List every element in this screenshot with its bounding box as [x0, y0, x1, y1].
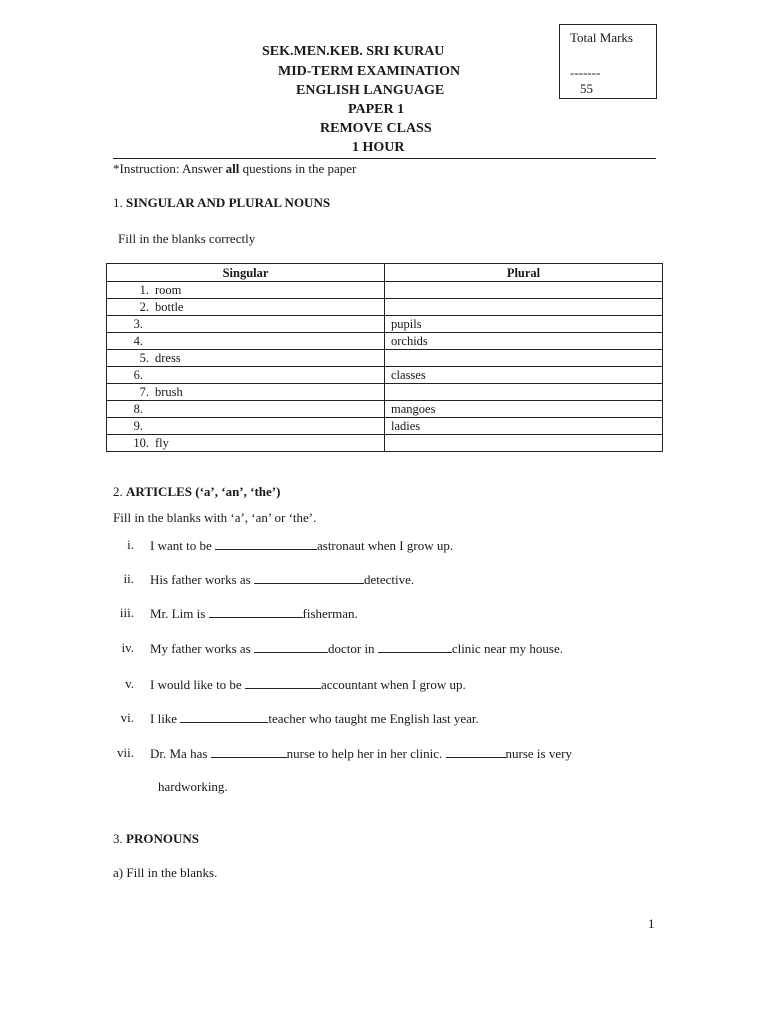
question-text: I like [150, 711, 181, 726]
singular-word: dress [155, 351, 181, 365]
row-number: 8. [133, 402, 143, 416]
question-text: Mr. Lim is [150, 606, 209, 621]
question-text: I would like to be [150, 677, 245, 692]
plural-cell[interactable] [385, 435, 663, 452]
row-number: 6. [133, 368, 143, 382]
row-number: 9. [133, 419, 143, 433]
singular-cell[interactable] [107, 316, 385, 333]
question-i [104, 537, 664, 555]
answer-blank[interactable] [209, 605, 303, 618]
section-1-title: SINGULAR AND PLURAL NOUNS [126, 195, 331, 210]
singular-word: bottle [155, 300, 184, 314]
table-row [107, 316, 663, 333]
paper-title: PAPER 1 [348, 102, 405, 117]
question-text: clinic near my house. [451, 641, 563, 656]
answer-blank[interactable] [245, 676, 321, 689]
duration-title: 1 HOUR [352, 140, 405, 155]
question-text: I want to be [150, 538, 215, 553]
plural-cell[interactable] [385, 299, 663, 316]
singular-cell[interactable] [107, 435, 385, 452]
table-row [107, 282, 663, 299]
question-numeral: ii. [123, 571, 134, 586]
singular-cell[interactable] [107, 401, 385, 418]
section-3-sub-a: a) Fill in the blanks. [113, 865, 218, 880]
row-number: 7. [139, 385, 149, 399]
plural-cell[interactable] [385, 282, 663, 299]
question-text: accountant when I grow up. [320, 677, 466, 692]
plural-cell[interactable]: orchids [385, 333, 663, 350]
question-iv [104, 640, 664, 658]
section-3-title: PRONOUNS [126, 831, 199, 846]
row-number: 4. [133, 334, 143, 348]
class-title: REMOVE CLASS [320, 121, 432, 136]
column-header-plural: Plural [385, 264, 663, 282]
question-text: doctor in [327, 641, 378, 656]
instruction-text-before: *Instruction: Answer [113, 161, 226, 176]
singular-word: fly [155, 436, 169, 450]
total-marks-value: 55 [580, 81, 593, 96]
section-2-heading [113, 484, 280, 500]
section-3-heading [113, 831, 199, 847]
singular-cell[interactable] [107, 384, 385, 401]
plural-cell[interactable]: classes [385, 367, 663, 384]
plural-cell[interactable]: ladies [385, 418, 663, 435]
table-row [107, 350, 663, 367]
question-ii [104, 571, 664, 589]
singular-cell[interactable] [107, 333, 385, 350]
table-row [107, 384, 663, 401]
table-row [107, 435, 663, 452]
plural-cell[interactable] [385, 350, 663, 367]
section-3-number: 3. [113, 831, 126, 846]
row-number: 10. [133, 436, 149, 450]
question-text: fisherman. [302, 606, 358, 621]
question-numeral: iii. [119, 605, 134, 620]
question-text: His father works as [150, 572, 254, 587]
singular-cell[interactable] [107, 350, 385, 367]
table-header-row [107, 264, 663, 282]
instruction-text-after: questions in the paper [239, 161, 357, 176]
table-row [107, 333, 663, 350]
total-marks-label: Total Marks [570, 30, 633, 45]
table-row [107, 299, 663, 316]
singular-cell[interactable] [107, 299, 385, 316]
answer-blank[interactable] [211, 745, 287, 758]
row-number: 1. [139, 283, 149, 297]
question-text: My father works as [150, 641, 254, 656]
answer-blank[interactable] [254, 571, 364, 584]
plural-cell[interactable] [385, 384, 663, 401]
subject-title: ENGLISH LANGUAGE [296, 83, 445, 98]
answer-blank[interactable] [254, 640, 328, 653]
answer-blank[interactable] [378, 640, 452, 653]
instruction-emphasis: all [225, 161, 240, 176]
question-vii-continuation: hardworking. [158, 779, 228, 794]
plural-cell[interactable]: mangoes [385, 401, 663, 418]
section-2-subtitle: Fill in the blanks with ‘a’, ‘an’ or ‘the’. [113, 510, 317, 525]
section-1-number: 1. [113, 195, 126, 210]
nouns-table [106, 263, 663, 452]
section-1-heading [113, 195, 330, 211]
section-1-subtitle: Fill in the blanks correctly [118, 231, 256, 246]
question-vii [104, 745, 664, 763]
singular-word: brush [155, 385, 183, 399]
question-numeral: v. [125, 676, 134, 691]
question-text: nurse to help her in her clinic. [286, 746, 446, 761]
total-marks-dashes: ------- [570, 65, 601, 80]
table-row [107, 367, 663, 384]
question-numeral: i. [127, 537, 134, 552]
singular-cell[interactable] [107, 367, 385, 384]
question-numeral: vi. [120, 710, 134, 725]
plural-cell[interactable]: pupils [385, 316, 663, 333]
question-v [104, 676, 664, 694]
row-number: 3. [133, 317, 143, 331]
column-header-singular: Singular [107, 264, 385, 282]
question-numeral: vii. [117, 745, 134, 760]
question-text: teacher who taught me English last year. [268, 711, 479, 726]
table-row [107, 401, 663, 418]
total-marks-box [559, 24, 657, 99]
singular-cell[interactable] [107, 282, 385, 299]
question-text: astronaut when I grow up. [316, 538, 454, 553]
page-number: 1 [648, 916, 655, 931]
question-numeral: iv. [121, 640, 134, 655]
singular-cell[interactable] [107, 418, 385, 435]
table-row [107, 418, 663, 435]
exam-title: MID-TERM EXAMINATION [278, 64, 461, 79]
question-text: nurse is very [505, 746, 572, 761]
answer-blank[interactable] [446, 745, 506, 758]
question-iii [104, 605, 664, 623]
row-number: 5. [139, 351, 149, 365]
question-text: Dr. Ma has [150, 746, 211, 761]
school-name: SEK.MEN.KEB. SRI KURAU [262, 44, 445, 59]
section-2-number: 2. [113, 484, 126, 499]
header-divider [113, 158, 656, 159]
instruction [113, 161, 356, 177]
question-vi [104, 710, 664, 728]
section-2-title: ARTICLES (‘a’, ‘an’, ‘the’) [126, 484, 281, 499]
row-number: 2. [139, 300, 149, 314]
answer-blank[interactable] [180, 710, 268, 723]
answer-blank[interactable] [215, 537, 317, 550]
singular-word: room [155, 283, 182, 297]
question-text: detective. [363, 572, 415, 587]
